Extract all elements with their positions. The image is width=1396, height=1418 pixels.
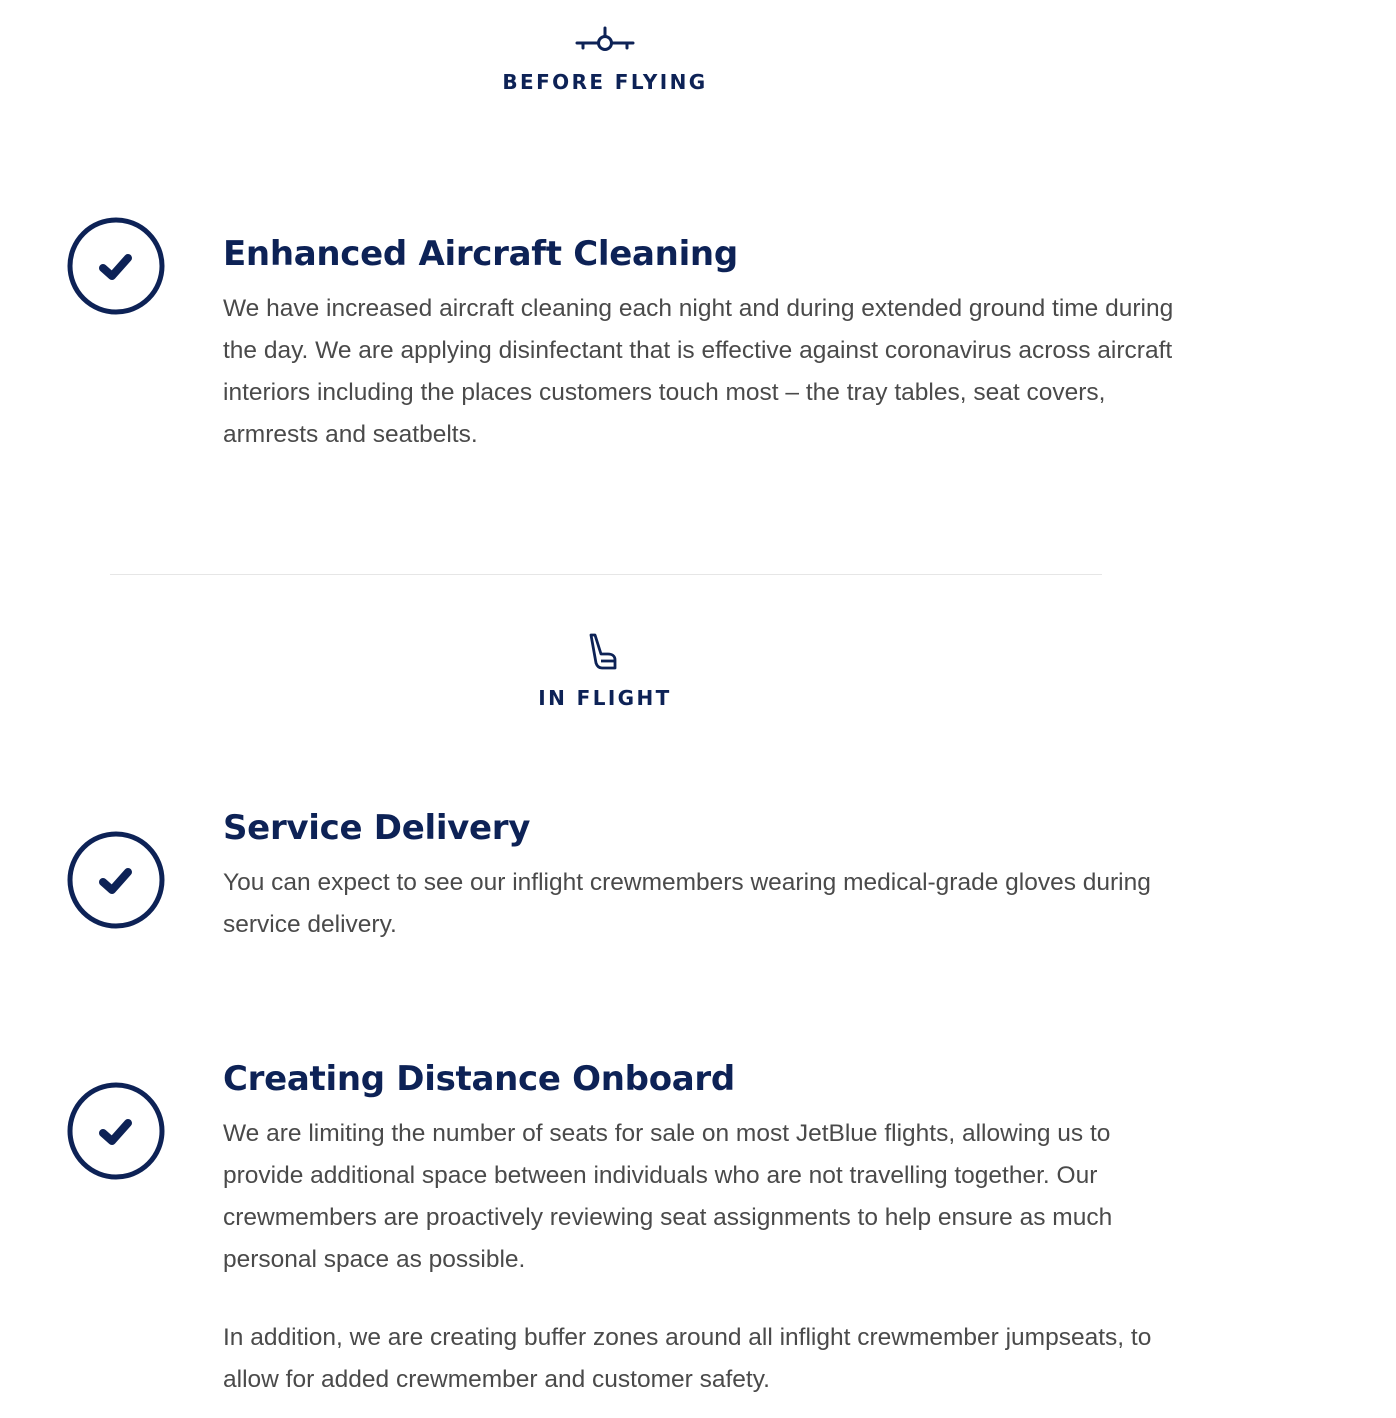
item-title: Enhanced Aircraft Cleaning <box>223 234 738 274</box>
check-circle-icon <box>67 217 165 315</box>
section-label-before-flying: BEFORE FLYING <box>502 70 708 94</box>
check-circle-icon <box>67 831 165 929</box>
section-label-in-flight: IN FLIGHT <box>538 686 672 710</box>
item-title: Service Delivery <box>223 808 531 848</box>
before-flying-header <box>0 26 1210 94</box>
divider <box>110 574 1102 575</box>
in-flight-header <box>0 632 1210 710</box>
item-title: Creating Distance Onboard <box>223 1059 735 1099</box>
seat-icon <box>588 632 622 672</box>
item-body-additional: In addition, we are creating buffer zones around all inflight crewmember jumpseats, to allow for added crewmember and customer safety. <box>223 1324 1152 1393</box>
check-circle-icon <box>67 1082 165 1180</box>
item-body: You can expect to see our inflight crewmembers wearing medical-grade gloves during service delivery. <box>223 869 1151 938</box>
airplane-icon <box>575 26 635 54</box>
item-body: We have increased aircraft cleaning each night and during extended ground time during the day. We are applying disinfectant that is effective against coronavirus across aircraft interiors including the places customers touch most – the tray tables, seat covers, armrests and seatbelts. <box>223 295 1174 448</box>
item-body: We are limiting the number of seats for sale on most JetBlue flights, allowing us to provide additional space between individuals who are not travelling together. Our crewmembers are proactively reviewing seat assignments to help ensure as much personal space as possible. <box>223 1120 1113 1273</box>
